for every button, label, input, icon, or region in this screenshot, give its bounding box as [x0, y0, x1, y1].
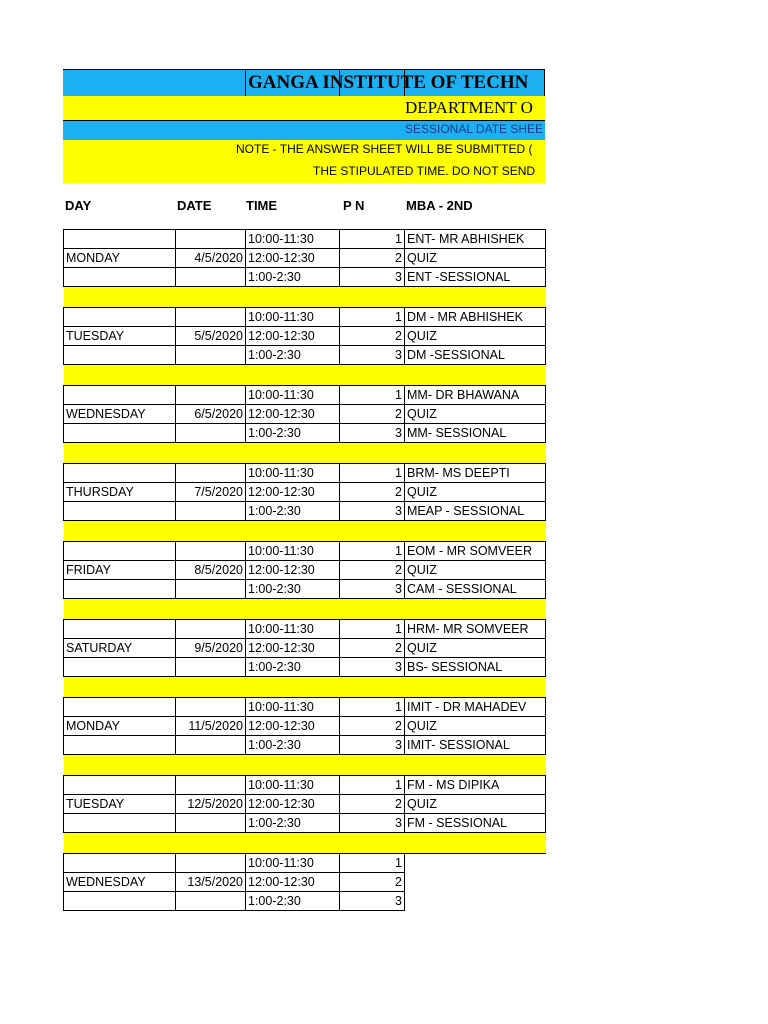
day-separator — [64, 677, 546, 698]
table-row — [64, 620, 546, 639]
column-header-time: TIME — [246, 198, 278, 213]
subject-cell: QUIZ — [405, 249, 546, 268]
subject-cell: BRM- MS DEEPTI — [405, 464, 546, 483]
day-separator — [64, 755, 546, 776]
pn-cell: 3 — [340, 892, 405, 911]
subject-cell: FM - MS DIPIKA — [405, 776, 546, 795]
table-row — [64, 327, 546, 346]
pn-cell: 1 — [340, 230, 405, 249]
day-cell — [64, 346, 176, 365]
day-separator — [64, 287, 546, 308]
time-cell: 12:00-12:30 — [246, 405, 340, 424]
time-cell: 10:00-11:30 — [246, 620, 340, 639]
time-cell: 1:00-2:30 — [246, 658, 340, 677]
pn-cell: 3 — [340, 736, 405, 755]
pn-cell: 1 — [340, 464, 405, 483]
time-cell: 10:00-11:30 — [246, 542, 340, 561]
subject-cell: IMIT - DR MAHADEV — [405, 698, 546, 717]
table-row — [64, 814, 546, 833]
separator-cell — [64, 677, 546, 698]
date-cell — [176, 542, 246, 561]
time-cell: 1:00-2:30 — [246, 346, 340, 365]
pn-cell: 3 — [340, 424, 405, 443]
day-cell — [64, 892, 176, 911]
time-cell: 10:00-11:30 — [246, 230, 340, 249]
table-row — [64, 717, 546, 736]
day-cell: TUESDAY — [64, 327, 176, 346]
table-row — [64, 346, 546, 365]
pn-cell: 1 — [340, 542, 405, 561]
subject-cell: FM - SESSIONAL — [405, 814, 546, 833]
pn-cell: 1 — [340, 620, 405, 639]
time-cell: 1:00-2:30 — [246, 892, 340, 911]
table-row — [64, 795, 546, 814]
table-row — [64, 658, 546, 677]
day-cell — [64, 736, 176, 755]
time-cell: 1:00-2:30 — [246, 814, 340, 833]
day-cell — [64, 542, 176, 561]
sessional-title: SESSIONAL DATE SHEE — [405, 122, 544, 136]
day-cell — [64, 386, 176, 405]
pn-cell: 1 — [340, 698, 405, 717]
day-cell — [64, 854, 176, 873]
date-cell — [176, 892, 246, 911]
separator-cell — [64, 287, 546, 308]
time-cell: 12:00-12:30 — [246, 249, 340, 268]
date-cell — [176, 230, 246, 249]
time-cell: 1:00-2:30 — [246, 502, 340, 521]
subject-cell: QUIZ — [405, 405, 546, 424]
separator-cell — [64, 365, 546, 386]
time-cell: 10:00-11:30 — [246, 386, 340, 405]
subject-cell: QUIZ — [405, 561, 546, 580]
date-cell — [176, 308, 246, 327]
pn-cell: 2 — [340, 561, 405, 580]
day-separator — [64, 443, 546, 464]
time-cell: 10:00-11:30 — [246, 308, 340, 327]
date-cell — [176, 814, 246, 833]
time-cell: 12:00-12:30 — [246, 561, 340, 580]
time-cell: 12:00-12:30 — [246, 483, 340, 502]
table-row — [64, 776, 546, 795]
date-cell: 8/5/2020 — [176, 561, 246, 580]
pn-cell: 1 — [340, 308, 405, 327]
table-row — [64, 483, 546, 502]
column-header-day: DAY — [65, 198, 92, 213]
column-header-subject: MBA - 2ND — [406, 198, 473, 213]
table-row — [64, 424, 546, 443]
pn-cell: 3 — [340, 658, 405, 677]
separator-cell — [64, 599, 546, 620]
pn-cell: 2 — [340, 873, 405, 892]
schedule-table — [63, 229, 546, 911]
pn-cell: 1 — [340, 776, 405, 795]
table-row — [64, 464, 546, 483]
table-row — [64, 249, 546, 268]
day-cell — [64, 814, 176, 833]
pn-cell: 2 — [340, 483, 405, 502]
subject-cell: DM - MR ABHISHEK — [405, 308, 546, 327]
time-cell: 10:00-11:30 — [246, 854, 340, 873]
table-row — [64, 542, 546, 561]
day-separator — [64, 599, 546, 620]
time-cell: 1:00-2:30 — [246, 736, 340, 755]
time-cell: 1:00-2:30 — [246, 424, 340, 443]
pn-cell: 2 — [340, 639, 405, 658]
separator-cell — [64, 833, 546, 854]
table-row — [64, 502, 546, 521]
subject-cell: QUIZ — [405, 795, 546, 814]
time-cell: 12:00-12:30 — [246, 795, 340, 814]
date-cell — [176, 658, 246, 677]
day-cell: SATURDAY — [64, 639, 176, 658]
pn-cell: 3 — [340, 268, 405, 287]
subject-cell: QUIZ — [405, 717, 546, 736]
day-cell — [64, 658, 176, 677]
pn-cell: 2 — [340, 717, 405, 736]
pn-cell: 2 — [340, 327, 405, 346]
date-cell — [176, 502, 246, 521]
time-cell: 10:00-11:30 — [246, 698, 340, 717]
day-cell: MONDAY — [64, 249, 176, 268]
subject-cell: BS- SESSIONAL — [405, 658, 546, 677]
subject-cell: EOM - MR SOMVEER — [405, 542, 546, 561]
table-row — [64, 561, 546, 580]
subject-cell: HRM- MR SOMVEER — [405, 620, 546, 639]
date-cell — [176, 268, 246, 287]
pn-cell: 2 — [340, 405, 405, 424]
subject-cell: QUIZ — [405, 483, 546, 502]
time-cell: 12:00-12:30 — [246, 639, 340, 658]
table-row — [64, 736, 546, 755]
day-cell — [64, 230, 176, 249]
date-cell — [176, 580, 246, 599]
time-cell: 12:00-12:30 — [246, 717, 340, 736]
date-cell — [176, 424, 246, 443]
date-cell — [176, 386, 246, 405]
date-cell — [176, 464, 246, 483]
day-cell — [64, 464, 176, 483]
table-row — [64, 268, 546, 287]
day-separator — [64, 521, 546, 542]
subject-cell: CAM - SESSIONAL — [405, 580, 546, 599]
subject-cell — [405, 873, 546, 892]
day-separator — [64, 833, 546, 854]
day-cell — [64, 502, 176, 521]
table-row — [64, 873, 546, 892]
time-cell: 10:00-11:30 — [246, 464, 340, 483]
department-title: DEPARTMENT O — [405, 98, 533, 117]
time-cell: 12:00-12:30 — [246, 327, 340, 346]
subject-cell: ENT -SESSIONAL — [405, 268, 546, 287]
subject-cell — [405, 854, 546, 873]
date-cell: 9/5/2020 — [176, 639, 246, 658]
date-cell: 4/5/2020 — [176, 249, 246, 268]
day-cell — [64, 424, 176, 443]
separator-cell — [64, 521, 546, 542]
table-row — [64, 308, 546, 327]
time-cell: 10:00-11:30 — [246, 776, 340, 795]
day-cell: MONDAY — [64, 717, 176, 736]
date-cell: 11/5/2020 — [176, 717, 246, 736]
subject-cell: IMIT- SESSIONAL — [405, 736, 546, 755]
day-cell — [64, 268, 176, 287]
date-cell: 7/5/2020 — [176, 483, 246, 502]
day-cell — [64, 620, 176, 639]
table-row — [64, 892, 546, 911]
pn-cell: 3 — [340, 502, 405, 521]
pn-cell: 3 — [340, 814, 405, 833]
column-header-pn: P N — [343, 198, 365, 213]
subject-cell: MM- SESSIONAL — [405, 424, 546, 443]
subject-cell: QUIZ — [405, 639, 546, 658]
date-cell — [176, 854, 246, 873]
table-row — [64, 386, 546, 405]
subject-cell: MM- DR BHAWANA — [405, 386, 546, 405]
separator-cell — [64, 755, 546, 776]
day-cell — [64, 698, 176, 717]
table-row — [64, 230, 546, 249]
note-line-2: THE STIPULATED TIME. DO NOT SEND — [313, 164, 536, 178]
pn-cell: 3 — [340, 580, 405, 599]
day-cell: WEDNESDAY — [64, 873, 176, 892]
date-cell — [176, 736, 246, 755]
date-cell: 5/5/2020 — [176, 327, 246, 346]
time-cell: 1:00-2:30 — [246, 268, 340, 287]
pn-cell: 2 — [340, 249, 405, 268]
table-row — [64, 698, 546, 717]
day-cell — [64, 776, 176, 795]
date-cell — [176, 698, 246, 717]
day-cell — [64, 580, 176, 599]
day-cell: TUESDAY — [64, 795, 176, 814]
column-header-date: DATE — [177, 198, 212, 213]
subject-cell: ENT- MR ABHISHEK — [405, 230, 546, 249]
day-cell: FRIDAY — [64, 561, 176, 580]
institute-title: GANGA INSTITUTE OF TECHN — [248, 72, 529, 93]
date-cell — [176, 776, 246, 795]
pn-cell: 1 — [340, 854, 405, 873]
day-separator — [64, 365, 546, 386]
pn-cell: 3 — [340, 346, 405, 365]
date-cell — [176, 620, 246, 639]
date-cell: 13/5/2020 — [176, 873, 246, 892]
pn-cell: 2 — [340, 795, 405, 814]
pn-cell: 1 — [340, 386, 405, 405]
subject-cell — [405, 892, 546, 911]
date-cell: 12/5/2020 — [176, 795, 246, 814]
table-row — [64, 639, 546, 658]
note-line-1: NOTE - THE ANSWER SHEET WILL BE SUBMITTED ( — [236, 142, 533, 156]
day-cell: THURSDAY — [64, 483, 176, 502]
date-cell — [176, 346, 246, 365]
separator-cell — [64, 443, 546, 464]
subject-cell: MEAP - SESSIONAL — [405, 502, 546, 521]
day-cell — [64, 308, 176, 327]
date-cell: 6/5/2020 — [176, 405, 246, 424]
table-row — [64, 580, 546, 599]
subject-cell: DM -SESSIONAL — [405, 346, 546, 365]
subject-cell: QUIZ — [405, 327, 546, 346]
table-row — [64, 854, 546, 873]
day-cell: WEDNESDAY — [64, 405, 176, 424]
table-row — [64, 405, 546, 424]
time-cell: 12:00-12:30 — [246, 873, 340, 892]
time-cell: 1:00-2:30 — [246, 580, 340, 599]
